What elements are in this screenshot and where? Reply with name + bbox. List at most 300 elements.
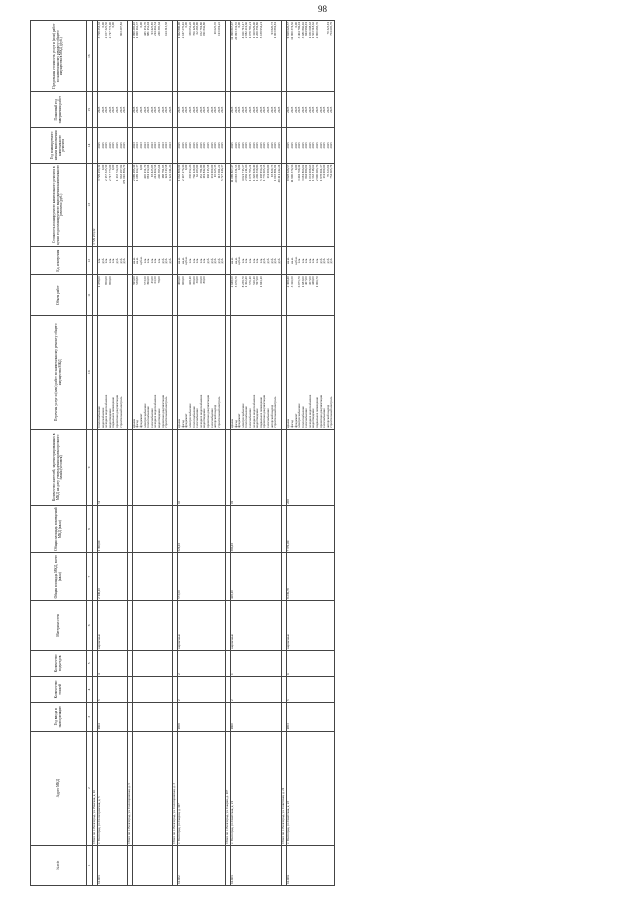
start-year-column	[132, 128, 173, 164]
max-cost: 0,00	[293, 22, 298, 28]
column-index: 12	[87, 246, 93, 275]
max-cost: 93 425,85	[149, 22, 154, 35]
work-item-column	[132, 315, 173, 429]
start-year-column	[98, 128, 128, 164]
max-cost: 113 691,22	[216, 22, 221, 36]
end-year: 2025	[244, 106, 249, 113]
max-cost: 5 138 954,21	[258, 22, 263, 39]
work-volume: 597,00	[255, 276, 260, 285]
unit: п.м.	[156, 258, 161, 264]
unit: кв.м.	[230, 257, 234, 264]
planned-cost: 881 152,04	[146, 164, 151, 179]
unit: руб.	[206, 257, 211, 264]
start-year: 2025	[311, 142, 316, 149]
column-index: 5	[87, 650, 93, 676]
end-year: 2025	[131, 106, 136, 113]
header-cell: Общая площадь помещений МКД (кв.м)	[31, 505, 87, 553]
work-item: проектная документация	[318, 395, 323, 428]
start-year: 2023	[153, 142, 158, 149]
end-year: 2025	[135, 106, 140, 113]
unit: п.м.	[107, 258, 112, 264]
column-index: 11	[87, 275, 93, 315]
planned-cost: 1 320 929,40	[251, 164, 256, 181]
start-year: 2025	[265, 142, 270, 149]
planned-cost: 1 269 359,86	[255, 164, 260, 181]
work-item: подвальное помещение	[258, 397, 263, 428]
planned-cost: 3 729 253,32	[97, 164, 101, 181]
max-cost: 844 984,91	[304, 22, 309, 36]
end-year: 2025	[216, 106, 221, 113]
unit: руб.	[209, 257, 214, 264]
rooms-area: 529,10	[178, 505, 226, 553]
max-cost: 881 152,04	[146, 22, 151, 36]
work-volume	[221, 276, 225, 313]
start-year: 2025	[289, 142, 294, 149]
building-address: г. Волгоград, ул.Советская, д. 23	[287, 731, 335, 845]
planned-cost: 9 928 626,57	[286, 164, 291, 181]
work-item: строительный контроль	[329, 396, 334, 428]
end-year: 2025	[237, 106, 242, 113]
total-area: 2 149,10	[98, 553, 128, 601]
column-index: 7	[87, 553, 93, 601]
building-row	[98, 21, 128, 886]
wall-material: кирпичные	[231, 600, 282, 650]
unit: руб.	[118, 257, 123, 264]
planned-cost: 93 425,85	[149, 164, 154, 178]
work-volume: 6 975,70	[297, 276, 302, 288]
max-cost: 330 052,26	[188, 22, 193, 36]
planned-cost: 70 323,91	[325, 164, 330, 178]
end-year: 2025	[118, 106, 123, 113]
header-cell: Адрес МКД	[31, 731, 87, 845]
end-year: 2025	[213, 106, 218, 113]
rooms-area: 7 371,80	[287, 505, 335, 553]
unit: п.м.	[188, 258, 193, 264]
unit: п.м.	[240, 258, 245, 264]
work-item: проектная документация	[160, 395, 165, 428]
work-item: фундамент	[184, 413, 189, 428]
end-year-column	[231, 92, 282, 128]
end-year: 2025	[153, 106, 158, 113]
unit: руб.	[329, 257, 334, 264]
max-cost: 1 320 929,40	[251, 22, 256, 39]
end-year: 2025	[297, 106, 302, 113]
start-year: 2025	[258, 142, 263, 149]
end-year: 2025	[262, 106, 267, 113]
end-year: 2025	[233, 106, 238, 113]
end-year: 2025	[206, 106, 211, 113]
max-cost: 9 928 626,57	[286, 22, 291, 39]
year-built: 1958	[178, 703, 226, 732]
unit: руб.	[325, 257, 330, 264]
planned-cost-column	[98, 163, 128, 246]
building-row	[178, 21, 226, 886]
start-year: 2025	[273, 142, 278, 149]
planned-cost: 5 138 954,21	[258, 164, 263, 181]
building-address: г. Волгоград, ул.Сологоровская, д. 5	[98, 731, 128, 845]
unit: руб.	[220, 257, 225, 264]
work-volume: 600,00	[180, 276, 185, 285]
residents-count: 19	[231, 429, 282, 505]
unit: п.м.	[142, 258, 147, 264]
max-cost: 152 781,80	[198, 22, 203, 36]
work-item: авторский надзор	[269, 404, 274, 428]
work-item: газоснабжение	[265, 408, 270, 428]
work-item	[221, 317, 225, 428]
start-year: 2025	[100, 142, 105, 149]
end-year: 2025	[289, 106, 294, 113]
max-cost-column	[98, 21, 128, 92]
unit: куб.м.	[184, 256, 189, 265]
floors-count: 2	[231, 676, 282, 702]
planned-cost: 11 099 867,47	[230, 164, 234, 183]
header-cell: Количество этажей	[31, 676, 87, 702]
unit: п.м.	[104, 258, 109, 264]
planned-cost: 2 099 295,10	[131, 164, 136, 181]
max-cost: 754 605,79	[329, 22, 334, 36]
planned-cost: 2 157 325,50	[104, 164, 109, 181]
planned-cost: 214 462,54	[153, 164, 158, 179]
start-year: 2023	[135, 142, 140, 149]
max-cost: 0,00	[111, 22, 116, 28]
header-cell: Объем работ	[31, 275, 87, 315]
work-item: крыша	[286, 418, 291, 428]
planned-cost: 160 115,58	[206, 164, 211, 179]
start-year-column	[231, 128, 282, 164]
unit-column	[287, 246, 335, 275]
header-cell: Плановый год завершения работ	[31, 92, 87, 128]
start-year: 2025	[202, 142, 207, 149]
work-item: холодное водоснабжение	[104, 394, 109, 428]
unit: руб.	[160, 257, 165, 264]
unit: руб.	[122, 257, 127, 264]
unit: п.м.	[258, 258, 263, 264]
column-index: 1	[87, 845, 93, 885]
end-year: 2025	[146, 106, 151, 113]
wall-material: кирпичные	[178, 600, 226, 650]
start-year: 2025	[255, 142, 260, 149]
header-row	[31, 21, 87, 886]
end-year-column	[287, 92, 335, 128]
max-cost: 124 313,58	[164, 22, 169, 36]
planned-cost: 191 842,80	[202, 164, 207, 179]
start-year: 2025	[180, 142, 185, 149]
unit: п.м.	[315, 258, 320, 264]
unit: руб.	[100, 257, 105, 264]
total-area	[132, 553, 173, 601]
planned-cost: 62 283,90	[195, 164, 200, 178]
start-year: 2025	[188, 142, 193, 149]
unit: п.м.	[304, 258, 309, 264]
planned-cost: 131 000,00	[322, 164, 327, 179]
work-volume: 850,00	[104, 276, 109, 285]
work-item: водоотведение	[156, 408, 161, 428]
end-year: 2025	[180, 106, 185, 113]
work-item: строительный контроль	[273, 396, 278, 428]
work-item: газоснабжение	[322, 408, 327, 428]
work-item: теплоснабжение	[244, 406, 249, 428]
planned-cost: 20 093 331,55	[233, 164, 238, 183]
work-item: строительный контроль	[164, 396, 169, 428]
start-year: 2023	[156, 142, 161, 149]
max-cost: 93 820,73	[269, 22, 274, 35]
planned-cost: 10 625,35	[213, 164, 218, 178]
max-cost: 2 982 211,66	[244, 22, 249, 39]
unit: куб.м.	[237, 256, 242, 265]
column-index: 15	[87, 92, 93, 128]
work-volume: 850,00	[107, 276, 112, 285]
work-volume: 1 478,00	[97, 276, 101, 288]
work-volume: 350,00	[191, 276, 196, 285]
unit: п.м.	[255, 258, 260, 264]
column-index: 14	[87, 128, 93, 164]
unit: руб.	[273, 257, 278, 264]
work-volume	[278, 276, 282, 313]
max-cost: 191 842,80	[202, 22, 207, 36]
end-year: 2025	[286, 106, 291, 113]
planned-cost: 1 079 795,21	[247, 164, 252, 181]
work-item: электроснабжение	[297, 403, 302, 428]
end-year: 2025	[107, 106, 112, 113]
wall-material: кирпичные	[287, 600, 335, 650]
max-cost	[169, 22, 173, 90]
start-year: 2025	[315, 142, 320, 149]
planned-cost: 240 395,64	[156, 164, 161, 179]
floors-count: 2	[178, 676, 226, 702]
work-volume: 428,10	[188, 276, 193, 285]
unit-column	[132, 246, 173, 275]
max-cost	[221, 22, 225, 90]
unit: п.м.	[198, 258, 203, 264]
building-row	[287, 21, 335, 886]
start-year: 2025	[244, 142, 249, 149]
work-item: проектная документация	[206, 395, 211, 428]
unit: п.м.	[191, 258, 196, 264]
work-volume: 1 362,40	[244, 276, 249, 288]
column-index: 10	[87, 315, 93, 429]
end-year: 2025	[251, 106, 256, 113]
work-volume: 538,80	[135, 276, 140, 285]
max-cost: 1 003 881,81	[273, 22, 278, 39]
unit: руб.	[322, 257, 327, 264]
max-cost: 766 129,00	[191, 22, 196, 36]
max-cost: 3 404 769,41	[297, 22, 302, 39]
planned-cost: 1 133 722,01	[114, 164, 119, 181]
work-volume	[330, 276, 334, 313]
unit: куб.м.	[293, 256, 298, 265]
start-year: 2025	[329, 142, 334, 149]
planned-cost-column	[231, 163, 282, 246]
work-item: газоснабжение	[247, 408, 252, 428]
work-item: проектная документация	[262, 395, 267, 428]
entrances-count	[132, 650, 173, 676]
row-number: 61.403.	[231, 845, 282, 885]
end-year: 2025	[293, 106, 298, 113]
header-cell: Материал стен	[31, 600, 87, 650]
max-cost: 0,00	[100, 22, 105, 28]
end-year: 2025	[230, 106, 234, 113]
max-cost: 62 283,90	[195, 22, 200, 35]
end-year: 2025	[329, 106, 334, 113]
row-number: 61.402.	[178, 845, 226, 885]
planned-cost: 963 297,82	[118, 164, 123, 179]
residents-count: 16	[178, 429, 226, 505]
work-item: газоснабжение	[304, 408, 309, 428]
end-year: 2025	[122, 106, 127, 113]
work-item	[123, 317, 127, 428]
total-label: Итого по г. Волгоград, ул. Сологоровская, д. 5	[127, 731, 132, 845]
wall-material: кирпичные	[98, 600, 128, 650]
column-index: 2	[87, 731, 93, 845]
start-year-column	[178, 128, 226, 164]
planned-cost: 49 411 242,24	[276, 164, 281, 183]
unit: руб.	[269, 257, 274, 264]
work-volume: 576,10	[247, 276, 252, 285]
planned-cost: 2 900 683,76	[315, 164, 320, 181]
capital-repair-table	[30, 20, 335, 886]
unit: п.м.	[97, 258, 101, 264]
max-cost: 20 093 331,55	[233, 22, 238, 40]
unit: руб.	[164, 257, 169, 264]
max-cost-column	[178, 21, 226, 92]
start-year: 2025	[177, 142, 182, 149]
start-year: 2023	[138, 142, 143, 149]
start-year: 2023	[131, 142, 136, 149]
planned-cost: 766 129,00	[191, 164, 196, 179]
max-cost-column	[287, 21, 335, 92]
work-volume-column	[98, 275, 128, 315]
floors-count: 5	[98, 676, 128, 702]
unit: кв.м.	[180, 257, 185, 264]
total-label: Итого по г. Волгоград, ул. Сологоровская, д. 3	[173, 731, 178, 845]
unit: п.м.	[195, 258, 200, 264]
end-year: 2025	[315, 106, 320, 113]
max-cost: 2 099 295,10	[131, 22, 136, 39]
planned-cost: 131 000,00	[265, 164, 270, 179]
work-volume: 407,00	[304, 276, 309, 285]
year-built: 1964	[98, 703, 128, 732]
work-item-column	[178, 315, 226, 429]
header-cell: Общая площадь МКД, всего (кв.м)	[31, 553, 87, 601]
max-cost: 1 079 795,21	[247, 22, 252, 39]
work-item: фундамент	[138, 413, 143, 428]
header-cell: Количество жителей, зарегистрированных в МКД на дату утверждения краткосрочного плана (человек)	[31, 429, 87, 505]
start-year: 2025	[304, 142, 309, 149]
year-built: 1953	[287, 703, 335, 732]
unit: руб.	[265, 257, 270, 264]
work-item: водоотведение	[255, 408, 260, 428]
start-year: 2025	[240, 142, 245, 149]
unit: п.м.	[244, 258, 249, 264]
planned-cost: 754 605,79	[329, 164, 334, 179]
end-year: 2025	[177, 106, 182, 113]
start-year: 2023	[146, 142, 151, 149]
max-cost: 70 323,91	[325, 22, 330, 35]
header-cell: Предельная стоимость услуг и (или) работ по капитальному ремонту общего имущества в МКД (руб.)	[31, 21, 87, 92]
work-item: фасад	[289, 420, 294, 428]
residents-count	[132, 429, 173, 505]
unit-column	[231, 246, 282, 275]
planned-cost: 1 978 061,17	[318, 164, 323, 181]
unit: руб.	[114, 257, 119, 264]
max-cost: 1 662 800,00	[177, 22, 182, 39]
start-year: 2025	[230, 142, 234, 149]
planned-cost: 330 052,26	[188, 164, 193, 179]
unit: кв.м.	[289, 257, 294, 264]
work-volume: 1 006,70	[315, 276, 320, 288]
work-volume: 1 941,10	[258, 276, 263, 288]
entrances-count: 6	[287, 650, 335, 676]
end-year: 2025	[247, 106, 252, 113]
planned-cost: 1 662 800,00	[177, 164, 182, 181]
building-address	[132, 731, 173, 845]
unit: кв.м.	[177, 257, 182, 264]
header-cell: Количество подъездов	[31, 650, 87, 676]
unit: кв.м.	[131, 257, 136, 264]
unit: п.м.	[297, 258, 302, 264]
work-item-column	[287, 315, 335, 429]
work-item: холодное водоснабжение	[153, 394, 158, 428]
unit: кв.м.	[286, 257, 291, 264]
unit: п.м.	[146, 258, 151, 264]
end-year: 2025	[209, 106, 214, 113]
building-address: г. Волгоград, ул.Сакрин, д. 107	[178, 731, 226, 845]
max-cost	[278, 22, 282, 90]
work-item: подвальное помещение	[111, 397, 116, 428]
planned-cost: 188 791,95	[160, 164, 165, 179]
unit-column	[178, 246, 226, 275]
work-item: фундамент	[237, 413, 242, 428]
unit: п.м.	[149, 258, 154, 264]
work-item: теплоснабжение	[191, 406, 196, 428]
work-item: электроснабжение	[188, 403, 193, 428]
work-item: фасад	[233, 420, 238, 428]
start-year: 2025	[293, 142, 298, 149]
end-year: 2025	[198, 106, 203, 113]
end-year: 2025	[325, 106, 330, 113]
work-item: строительный контроль	[216, 396, 221, 428]
unit: п.м.	[247, 258, 252, 264]
header-cell: Ед. измерения	[31, 246, 87, 275]
planned-cost: 3 404 769,41	[297, 164, 302, 181]
planned-cost-column	[132, 163, 173, 246]
unit: руб.	[216, 257, 221, 264]
max-cost: 2 147 276,16	[180, 22, 185, 39]
work-volume: 520,10	[251, 276, 256, 285]
end-year: 2025	[167, 106, 172, 113]
work-volume: 449,00	[311, 276, 316, 285]
work-item: холодное водоснабжение	[307, 394, 312, 428]
total-label: Итого по г. Волгоград, ул. Советская, д. 21	[282, 731, 287, 845]
work-volume: 1 683,00	[300, 276, 305, 288]
column-index: 4	[87, 676, 93, 702]
work-item: водоотведение	[311, 408, 316, 428]
end-year: 2025	[300, 106, 305, 113]
work-volume: 8 239,70	[240, 276, 245, 288]
planned-cost: 0,00	[237, 164, 242, 171]
rotated-table-wrapper	[30, 20, 608, 886]
year-built: 1960	[231, 703, 282, 732]
start-year: 2025	[111, 142, 116, 149]
header-cell: № п/п	[31, 845, 87, 885]
total-area: 8 239,70	[287, 553, 335, 601]
planned-cost: 2 147 276,16	[180, 164, 185, 181]
work-item: водоснабжение	[100, 407, 105, 428]
max-cost-column	[132, 21, 173, 92]
planned-cost: 152 781,80	[198, 164, 203, 179]
work-item: авторский надзор	[325, 404, 330, 428]
end-year: 2025	[276, 106, 281, 113]
